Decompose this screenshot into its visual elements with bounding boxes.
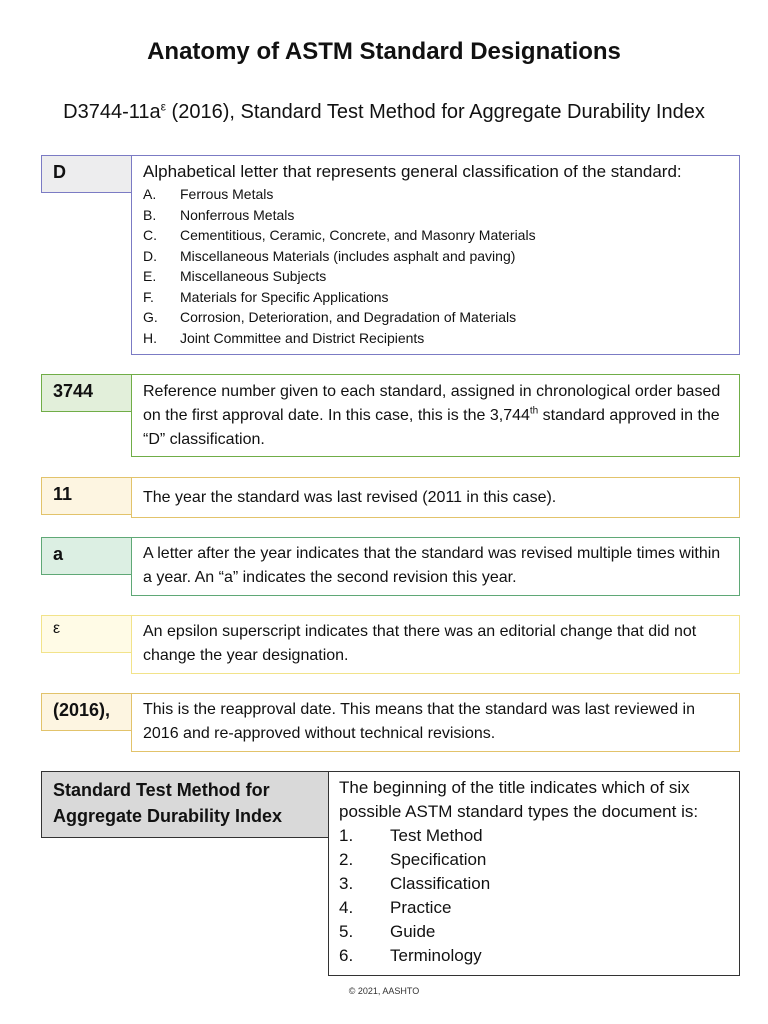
standard-type-description bbox=[328, 771, 740, 976]
classification-list bbox=[143, 184, 729, 348]
list-item: C. Cementitious, Ceramic, Concrete, and Masonry Materials bbox=[143, 227, 536, 243]
classification-intro: Alphabetical letter that represents general classification of the standard: bbox=[143, 162, 682, 181]
reference-description: Reference number given to each standard, assigned in chronological order based on the first approval date. In this case, this is the 3,744th standard approved in the “D” classification. bbox=[131, 374, 740, 457]
year-code: 11 bbox=[41, 477, 132, 515]
list-item: G. Corrosion, Deterioration, and Degradation of Materials bbox=[143, 309, 517, 325]
list-item: 5. Guide bbox=[339, 922, 436, 941]
copyright-footer: © 2021, AASHTO bbox=[348, 986, 420, 996]
list-item: B. Nonferrous Metals bbox=[143, 206, 295, 223]
epsilon-description: An epsilon superscript indicates that there was an editorial change that did not change the year designation. bbox=[131, 615, 740, 674]
standard-type-code: Standard Test Method for Aggregate Durability Index bbox=[41, 771, 329, 838]
epsilon-superscript: ε bbox=[160, 99, 166, 114]
reapproval-description: This is the reapproval date. This means that the standard was last reviewed in 2016 and re-approved without technical revisions. bbox=[131, 693, 740, 752]
list-item: 4. Practice bbox=[339, 898, 452, 917]
letter-description: A letter after the year indicates that the standard was revised multiple times within a year. An “a” indicates the second revision this year. bbox=[131, 537, 740, 596]
standard-type-list bbox=[339, 824, 731, 968]
designation-title: (2016), Standard Test Method for Aggregate Durability Index bbox=[166, 101, 705, 123]
designation-subtitle bbox=[0, 101, 768, 124]
classification-description bbox=[131, 155, 740, 355]
list-item: E. Miscellaneous Subjects bbox=[143, 268, 327, 284]
letter-code: a bbox=[41, 537, 132, 575]
list-item: D. Miscellaneous Materials (includes asphalt and paving) bbox=[143, 247, 516, 264]
list-item: A. Ferrous Metals bbox=[143, 186, 274, 202]
reapproval-code: (2016), bbox=[41, 693, 132, 731]
designation-code: D3744-11a bbox=[63, 101, 161, 123]
reference-code: 3744 bbox=[41, 374, 132, 412]
page-title: Anatomy of ASTM Standard Designations bbox=[147, 38, 621, 65]
list-item: 6. Terminology bbox=[339, 946, 482, 965]
classification-code: D bbox=[41, 155, 132, 193]
year-description: The year the standard was last revised (2011 in this case). bbox=[131, 477, 740, 518]
list-item: F. Materials for Specific Applications bbox=[143, 288, 389, 305]
list-item: 2. Specification bbox=[339, 850, 487, 869]
list-item: 1. Test Method bbox=[339, 826, 483, 845]
epsilon-code: ε bbox=[41, 615, 132, 653]
list-item: 3. Classification bbox=[339, 874, 491, 893]
standard-type-intro: The beginning of the title indicates which of six possible ASTM standard types the document is: bbox=[339, 778, 699, 821]
list-item: H. Joint Committee and District Recipients bbox=[143, 329, 425, 346]
